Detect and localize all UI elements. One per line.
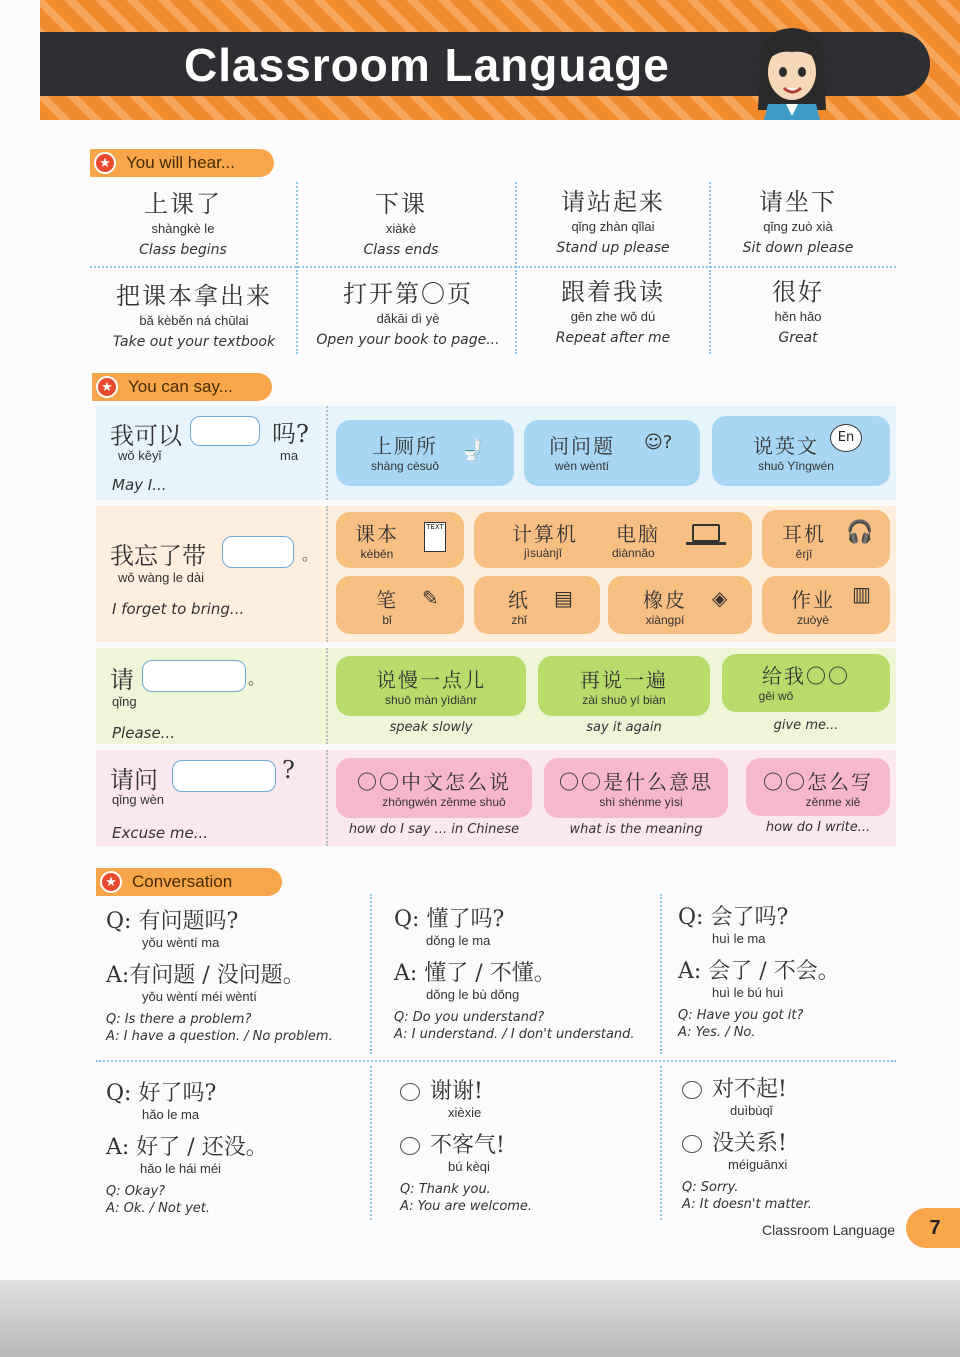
- say-option: 说英文 shuō Yīngwén En: [712, 416, 890, 486]
- say-option-meaning: speak slowly: [389, 720, 473, 735]
- grid-divider: [709, 270, 711, 354]
- say-option: 作业 zuòyè ▥: [762, 576, 890, 634]
- speech-bubble-icon: [682, 1135, 702, 1153]
- page-number: 7: [906, 1208, 960, 1248]
- eraser-icon: ◈: [712, 586, 728, 610]
- grid-divider: [296, 182, 298, 268]
- hear-item: 跟着我读 gēn zhe wǒ dú Repeat after me: [555, 278, 671, 346]
- hear-item: 很好 hěn hǎo Great: [772, 278, 824, 346]
- toilet-icon: 🚽: [460, 438, 485, 462]
- blank-box: [172, 760, 276, 792]
- girl-illustration: [746, 20, 838, 120]
- say-option: 问问题 wèn wèntí ☺?: [524, 420, 700, 486]
- footer-label: Classroom Language: [762, 1222, 896, 1238]
- say-row-please: 请 。 qǐng Please... 说慢一点儿 shuō màn yìdiǎnr speak slowly 再说一遍 zài shuō yí biàn say it again 给我〇〇 gěi wǒ give me...: [96, 648, 896, 744]
- speech-bubble-icon: [400, 1137, 420, 1155]
- say-row-may: 我可以 吗? wǒ kěyǐ ma May I... 上厕所 shàng cèsuǒ 🚽 问问题 wèn wèntí ☺? 说英文 shuō Yīngwén En: [96, 406, 896, 500]
- grid-divider: [515, 182, 517, 268]
- say-option: 〇〇中文怎么说 zhōngwén zěnme shuō: [336, 758, 532, 818]
- hear-item: 上课了 shàngkè le Class begins: [139, 190, 227, 258]
- blank-box: [190, 416, 260, 446]
- homework-icon: ▥: [852, 582, 871, 606]
- pencil-icon: ✎: [422, 586, 439, 610]
- grid-divider: [96, 1060, 896, 1062]
- say-option-meaning: how do I say ... in Chinese: [348, 822, 520, 837]
- hear-item: 打开第〇页 dǎkāi dì yè Open your book to page...: [316, 280, 500, 348]
- grid-divider: [90, 266, 896, 268]
- say-row-forget: 我忘了带 。 wǒ wàng le dài I forget to bring... 课本 kèběn TEXT 计算机 jìsuànjī 电脑 diànnǎo 耳机 ěrjī 🎧 笔 bǐ ✎ 纸 zhǐ ▤ 橡皮 xiàngpí ◈ 作业 zuòyè ▥: [96, 506, 896, 642]
- grid-divider: [515, 270, 517, 354]
- conversation-item: Q: 有问题吗? yǒu wèntí ma A:有问题 / 没问题。 yǒu wèntí méi wèntí Q: Is there a problem? A: I have a question. / No problem.: [106, 909, 333, 1044]
- grid-divider: [370, 1066, 372, 1220]
- say-option: 纸 zhǐ ▤: [474, 576, 600, 634]
- question-person-icon: ☺?: [644, 432, 673, 453]
- speech-bubble-icon: [682, 1081, 702, 1099]
- say-row-excuse: 请问 ? qǐng wèn Excuse me... 〇〇中文怎么说 zhōngwén zěnme shuō how do I say ... in Chinese 〇〇是什么意思 shì shénme yìsi what is the meaning 〇〇怎么写 zěnme xiě how do I write...: [96, 750, 896, 846]
- grid-divider: [660, 1066, 662, 1220]
- conversation-item: Q: 会了吗? huì le ma A: 会了 / 不会。 huì le bú huì Q: Have you got it? A: Yes. / No.: [678, 905, 840, 1040]
- grid-divider: [709, 182, 711, 268]
- say-option: 上厕所 shàng cèsuǒ 🚽: [336, 420, 514, 486]
- hear-item: 下课 xiàkè Class ends: [363, 190, 439, 258]
- blank-box: [142, 660, 246, 692]
- say-option: 给我〇〇 gěi wǒ: [722, 654, 890, 712]
- say-option: 计算机 jìsuànjī 电脑 diànnǎo: [474, 512, 752, 568]
- grid-divider: [660, 894, 662, 1054]
- say-option: 〇〇是什么意思 shì shénme yìsi: [544, 758, 728, 818]
- say-option: 〇〇怎么写 zěnme xiě: [746, 758, 890, 816]
- paper-icon: ▤: [554, 586, 573, 610]
- grid-divider: [296, 270, 298, 354]
- say-option: 课本 kèběn TEXT: [336, 512, 464, 568]
- say-option: 耳机 ěrjī 🎧: [762, 510, 890, 568]
- headphones-icon: 🎧: [846, 520, 874, 545]
- say-option: 再说一遍 zài shuō yí biàn: [538, 656, 710, 716]
- english-bubble-icon: En: [830, 424, 862, 452]
- say-option-meaning: say it again: [586, 720, 662, 735]
- section-tag-hear: ★ You will hear...: [90, 149, 274, 177]
- blank-box: [222, 536, 294, 568]
- hear-item: 请坐下 qǐng zuò xià Sit down please: [742, 188, 854, 256]
- page-title: Classroom Language: [184, 39, 670, 91]
- star-icon: ★: [100, 871, 122, 893]
- laptop-base: [686, 542, 726, 545]
- section-tag-conversation: ★ Conversation: [96, 868, 282, 896]
- speech-bubble-icon: [400, 1083, 420, 1101]
- conversation-item: Q: 好了吗? hǎo le ma A: 好了 / 还没。 hǎo le hái méi Q: Okay? A: Ok. / Not yet.: [106, 1081, 268, 1216]
- conversation-item: 谢谢! xièxie 不客气! bú kèqi Q: Thank you. A: You are welcome.: [400, 1079, 533, 1214]
- hear-item: 请站起来 qǐng zhàn qǐlai Stand up please: [556, 188, 670, 256]
- hear-item: 把课本拿出来 bǎ kèběn ná chūlai Take out your textbook: [112, 282, 276, 350]
- say-option: 橡皮 xiàngpí ◈: [608, 576, 752, 634]
- conversation-item: 对不起! duìbùqǐ 没关系! méiguānxi Q: Sorry. A: It doesn't matter.: [682, 1077, 812, 1212]
- textbook-icon: TEXT: [424, 522, 446, 552]
- say-option-meaning: how do I write...: [765, 820, 871, 835]
- grid-divider: [370, 894, 372, 1054]
- say-option: 笔 bǐ ✎: [336, 576, 464, 634]
- say-option-meaning: give me...: [773, 718, 839, 733]
- conversation-item: Q: 懂了吗? dǒng le ma A: 懂了 / 不懂。 dǒng le bù dǒng Q: Do you understand? A: I understand. / I don't understand.: [394, 907, 635, 1042]
- say-option-meaning: what is the meaning: [569, 822, 703, 837]
- say-option: 说慢一点儿 shuō màn yìdiǎnr: [336, 656, 526, 716]
- section-tag-say: ★ You can say...: [92, 373, 272, 401]
- laptop-icon: [692, 524, 720, 542]
- star-icon: ★: [96, 376, 118, 398]
- scan-bottom-edge: [0, 1280, 960, 1357]
- star-icon: ★: [94, 152, 116, 174]
